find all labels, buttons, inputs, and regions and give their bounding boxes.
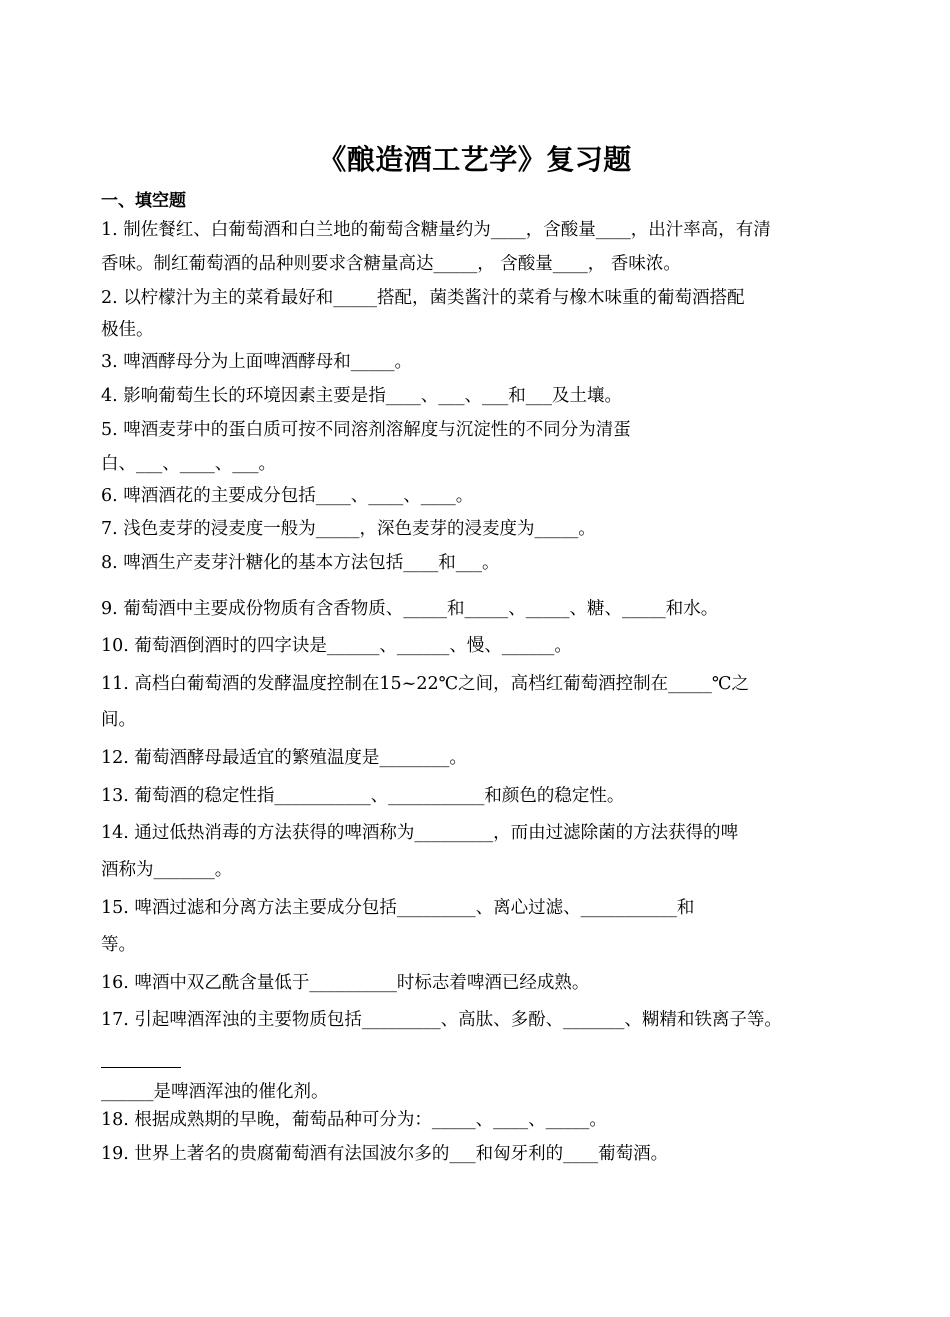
question-line: 4. 影响葡萄生长的环境因素主要是指____、___、___和___及土壤。	[101, 386, 623, 406]
question-line: 极佳。	[101, 320, 154, 340]
section-heading: 一、填空题	[101, 191, 186, 211]
blank-rule	[101, 1067, 181, 1068]
question-line: 7. 浅色麦芽的浸麦度一般为_____，深色麦芽的浸麦度为_____。	[101, 519, 596, 539]
question-line: 10. 葡萄酒倒酒时的四字诀是______、______、慢、______。	[101, 636, 572, 656]
page-title: 《酿造酒工艺学》复习题	[318, 143, 632, 176]
question-line: 5. 啤酒麦芽中的蛋白质可按不同溶剂溶解度与沉淀性的不同分为清蛋	[101, 420, 631, 440]
question-line: 酒称为_______。	[101, 860, 233, 880]
question-line: 2. 以柠檬汁为主的菜肴最好和_____搭配，菌类酱汁的菜肴与橡木味重的葡萄酒搭配	[101, 288, 745, 308]
question-line: 9. 葡萄酒中主要成份物质有含香物质、_____和_____、_____、糖、_____和水。	[101, 599, 719, 619]
question-line: ______是啤酒浑浊的催化剂。	[101, 1082, 329, 1102]
question-line: 1. 制佐餐红、白葡萄酒和白兰地的葡萄含糖量约为____，含酸量____，出汁率高，有清	[101, 220, 771, 240]
question-line: 8. 啤酒生产麦芽汁糖化的基本方法包括____和___。	[101, 553, 500, 573]
question-line: 16. 啤酒中双乙酰含量低于__________时标志着啤酒已经成熟。	[101, 973, 590, 993]
question-line: 19. 世界上著名的贵腐葡萄酒有法国波尔多的___和匈牙利的____葡萄酒。	[101, 1144, 669, 1164]
question-line: 13. 葡萄酒的稳定性指___________、___________和颜色的稳定性。	[101, 786, 625, 806]
question-line: 6. 啤酒酒花的主要成分包括____、____、____。	[101, 486, 474, 506]
question-line: 17. 引起啤酒浑浊的主要物质包括_________、高肽、多酚、_______、糊精和铁离子等。	[101, 1010, 782, 1030]
question-line: 11. 高档白葡萄酒的发酵温度控制在15~22℃之间，高档红葡萄酒控制在_____℃之	[101, 674, 749, 694]
question-line: 间。	[101, 710, 136, 730]
question-line: 等。	[101, 935, 136, 955]
question-line: 14. 通过低热消毒的方法获得的啤酒称为_________，而由过滤除菌的方法获得的啤	[101, 823, 739, 843]
question-line: 18. 根据成熟期的早晚，葡萄品种可分为：_____、____、_____。	[101, 1110, 607, 1130]
question-line: 香味。制红葡萄酒的品种则要求含糖量高达_____， 含酸量____， 香味浓。	[101, 254, 681, 274]
question-line: 白、___、____、___。	[101, 454, 276, 474]
question-line: 3. 啤酒酵母分为上面啤酒酵母和_____。	[101, 352, 413, 372]
question-line: 12. 葡萄酒酵母最适宜的繁殖温度是________。	[101, 748, 467, 768]
question-line: 15. 啤酒过滤和分离方法主要成分包括_________、离心过滤、___________和	[101, 898, 695, 918]
